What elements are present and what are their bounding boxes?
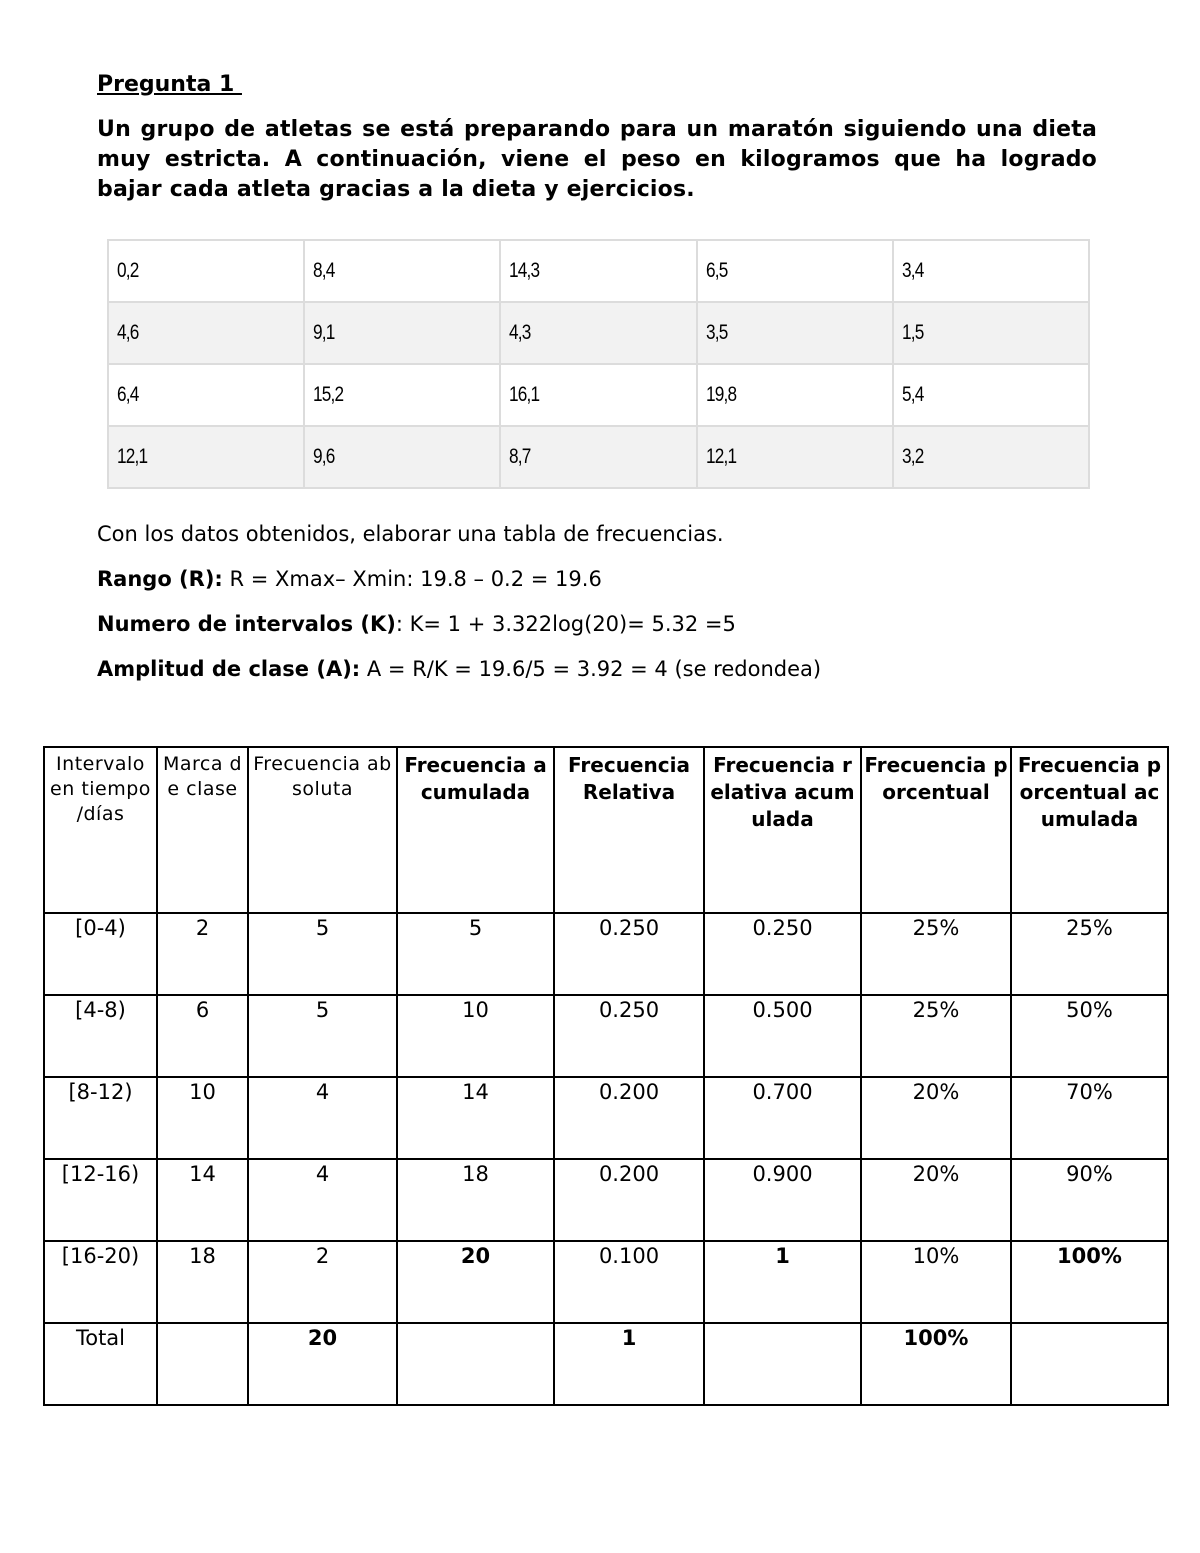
- table-cell: 0.250: [554, 995, 704, 1077]
- table-cell: 8,7: [500, 426, 696, 488]
- table-cell: 6,5: [697, 240, 893, 302]
- table-row: [44, 913, 1168, 995]
- amplitude-label: Amplitud de clase (A):: [97, 657, 361, 681]
- table-cell: 2: [248, 1241, 397, 1323]
- table-cell: 0.200: [554, 1077, 704, 1159]
- table-cell: 19,8: [697, 364, 893, 426]
- table-cell: 15,2: [304, 364, 500, 426]
- table-cell: 3,4: [893, 240, 1089, 302]
- table-header-row: [44, 747, 1168, 913]
- table-cell: 10: [397, 995, 554, 1077]
- table-cell: 1,5: [893, 302, 1089, 364]
- table-cell: 0,2: [108, 240, 304, 302]
- table-cell: [8-12): [44, 1077, 157, 1159]
- range-value: R = Xmax– Xmin: 19.8 – 0.2 = 19.6: [222, 567, 602, 591]
- table-cell: 4: [248, 1159, 397, 1241]
- table-cell: 14: [397, 1077, 554, 1159]
- table-row: [108, 364, 1089, 426]
- table-cell: 20%: [861, 1159, 1011, 1241]
- table-cell: 5,4: [893, 364, 1089, 426]
- intervals-label: Numero de intervalos (K): [97, 612, 396, 636]
- table-cell: 4,3: [500, 302, 696, 364]
- table-cell: 9,6: [304, 426, 500, 488]
- table-cell: 3,5: [697, 302, 893, 364]
- table-cell: 10: [157, 1077, 248, 1159]
- table-cell: 50%: [1011, 995, 1168, 1077]
- table-row: [44, 995, 1168, 1077]
- table-cell: 0.250: [554, 913, 704, 995]
- intervals-value: : K= 1 + 3.322log(20)= 5.32 =5: [395, 612, 736, 636]
- header-class-mark: Marca de clase: [157, 747, 248, 913]
- table-cell: 18: [397, 1159, 554, 1241]
- table-cell: 14,3: [500, 240, 696, 302]
- table-cell: 25%: [861, 913, 1011, 995]
- instruction-text: Con los datos obtenidos, elaborar una tabla de frecuencias.: [97, 522, 724, 546]
- weights-table: [107, 239, 1090, 489]
- table-cell: 0.100: [554, 1241, 704, 1323]
- table-cell: 10%: [861, 1241, 1011, 1323]
- table-cell: Total: [44, 1323, 157, 1405]
- table-cell: 25%: [1011, 913, 1168, 995]
- table-cell: 2: [157, 913, 248, 995]
- header-percent: Frecuencia porcentual: [861, 747, 1011, 913]
- table-cell: [12-16): [44, 1159, 157, 1241]
- header-interval: Intervalo en tiempo /días: [44, 747, 157, 913]
- table-cell: 20: [248, 1323, 397, 1405]
- table-cell: 90%: [1011, 1159, 1168, 1241]
- table-cell: 25%: [861, 995, 1011, 1077]
- table-cell: 5: [248, 913, 397, 995]
- table-cell: [397, 1323, 554, 1405]
- range-line: [97, 567, 602, 591]
- amplitude-line: [97, 657, 821, 681]
- table-cell: 12,1: [697, 426, 893, 488]
- table-cell: 70%: [1011, 1077, 1168, 1159]
- table-cell: 20: [397, 1241, 554, 1323]
- table-row: [108, 240, 1089, 302]
- table-total-row: [44, 1323, 1168, 1405]
- table-cell: 0.250: [704, 913, 861, 995]
- table-cell: 12,1: [108, 426, 304, 488]
- header-absolute: Frecuencia absoluta: [248, 747, 397, 913]
- table-row: [44, 1077, 1168, 1159]
- table-cell: 4: [248, 1077, 397, 1159]
- intervals-line: [97, 612, 736, 636]
- table-cell: [16-20): [44, 1241, 157, 1323]
- table-cell: 0.900: [704, 1159, 861, 1241]
- table-cell: 18: [157, 1241, 248, 1323]
- table-cell: 9,1: [304, 302, 500, 364]
- table-cell: 8,4: [304, 240, 500, 302]
- header-relative: Frecuencia Relativa: [554, 747, 704, 913]
- header-relative-cumulative: Frecuencia relativa acumulada: [704, 747, 861, 913]
- table-cell: 0.700: [704, 1077, 861, 1159]
- table-cell: 1: [704, 1241, 861, 1323]
- table-cell: 1: [554, 1323, 704, 1405]
- table-cell: 14: [157, 1159, 248, 1241]
- amplitude-value: A = R/K = 19.6/5 = 3.92 = 4 (se redondea): [360, 657, 822, 681]
- table-cell: 6: [157, 995, 248, 1077]
- table-row: [108, 302, 1089, 364]
- table-row: [44, 1159, 1168, 1241]
- table-cell: [1011, 1323, 1168, 1405]
- table-cell: 4,6: [108, 302, 304, 364]
- header-cumulative: Frecuencia acumulada: [397, 747, 554, 913]
- table-cell: 100%: [1011, 1241, 1168, 1323]
- table-row: [108, 426, 1089, 488]
- question-intro: Un grupo de atletas se está preparando para un maratón siguiendo una dieta muy estricta. A continuación, viene el peso en kilogramos que ha logrado bajar cada atleta gracias a la dieta y ejercicios.: [97, 117, 1097, 202]
- table-cell: [704, 1323, 861, 1405]
- table-cell: 5: [248, 995, 397, 1077]
- range-label: Rango (R):: [97, 567, 223, 591]
- table-cell: 5: [397, 913, 554, 995]
- table-cell: [157, 1323, 248, 1405]
- table-cell: 0.200: [554, 1159, 704, 1241]
- table-cell: [4-8): [44, 995, 157, 1077]
- table-cell: 3,2: [893, 426, 1089, 488]
- table-cell: 6,4: [108, 364, 304, 426]
- table-row: [44, 1241, 1168, 1323]
- question-title: Pregunta 1: [97, 72, 242, 97]
- table-cell: 100%: [861, 1323, 1011, 1405]
- frequency-table: [43, 746, 1169, 1406]
- table-cell: 16,1: [500, 364, 696, 426]
- header-percent-cumulative: Frecuencia porcentual acumulada: [1011, 747, 1168, 913]
- table-cell: 0.500: [704, 995, 861, 1077]
- table-cell: 20%: [861, 1077, 1011, 1159]
- table-cell: [0-4): [44, 913, 157, 995]
